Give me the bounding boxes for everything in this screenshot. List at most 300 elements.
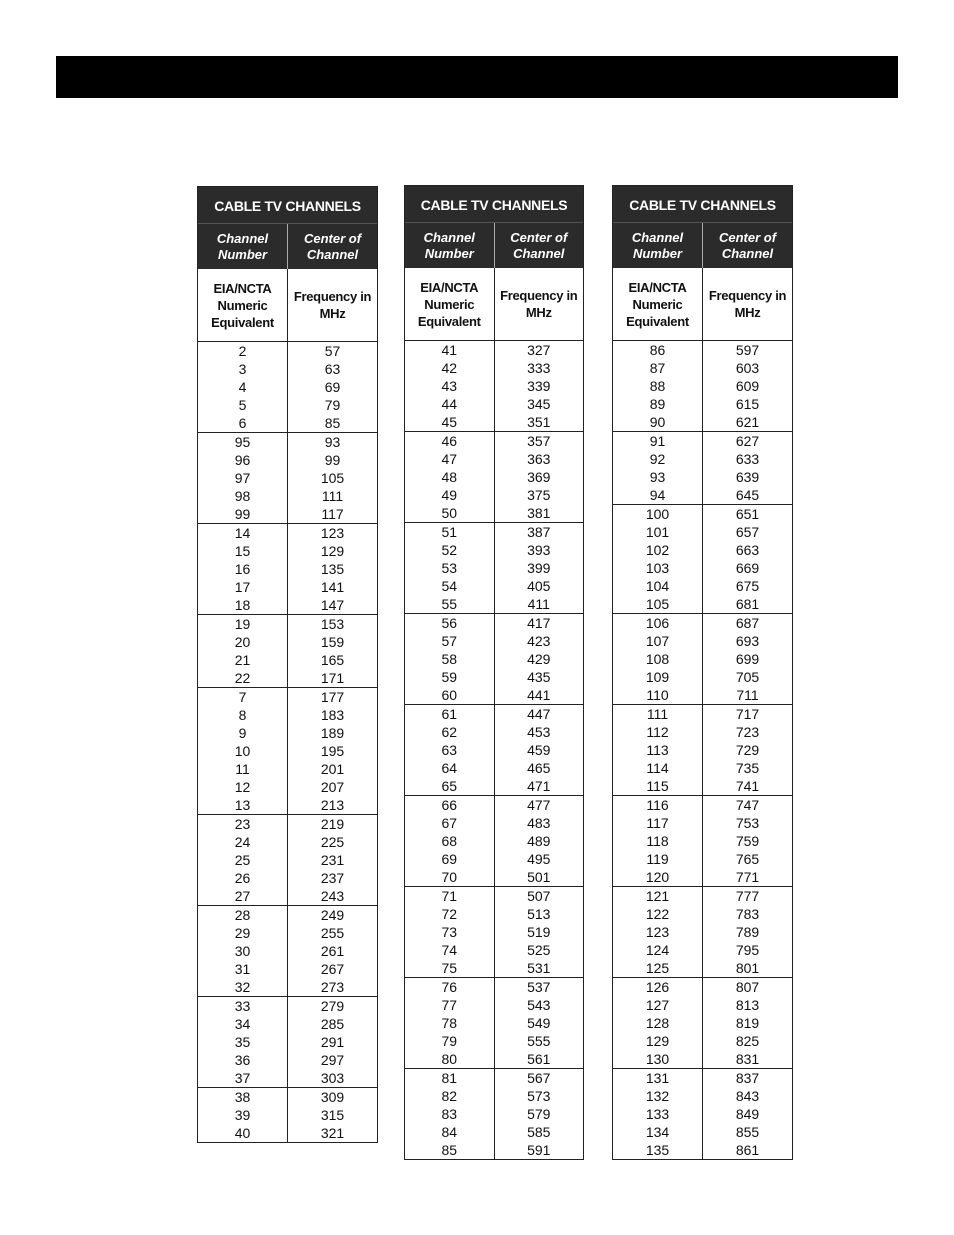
channel-number-cell: 126 xyxy=(613,978,703,996)
frequency-cell: 417 xyxy=(527,615,551,631)
table-row xyxy=(198,1106,377,1124)
table-row xyxy=(613,705,792,723)
frequency-cell: 567 xyxy=(527,1070,551,1086)
channel-number-cell: 18 xyxy=(198,596,288,614)
table-row xyxy=(405,523,583,541)
channel-number-cell: 96 xyxy=(198,451,288,469)
table-row xyxy=(613,1141,792,1159)
channel-number-cell: 9 xyxy=(198,724,288,742)
channel-number-cell: 114 xyxy=(613,759,703,777)
channel-number-cell: 53 xyxy=(405,559,495,577)
table-row xyxy=(613,959,792,977)
channel-group xyxy=(613,505,792,614)
table-row xyxy=(198,688,377,706)
table-row xyxy=(405,650,583,668)
channel-group xyxy=(198,815,377,906)
frequency-cell: 711 xyxy=(736,687,759,703)
channel-group xyxy=(198,688,377,815)
numeric-equivalent-label: EIA/NCTA Numeric Equivalent xyxy=(198,269,288,341)
table-row xyxy=(405,1123,583,1141)
channel-number-cell: 44 xyxy=(405,395,495,413)
table-row xyxy=(613,523,792,541)
frequency-cell: 369 xyxy=(527,469,551,485)
table-row xyxy=(198,924,377,942)
frequency-cell: 141 xyxy=(320,579,345,595)
frequency-cell: 771 xyxy=(735,869,760,885)
frequency-cell: 177 xyxy=(320,689,345,705)
table-row xyxy=(405,941,583,959)
channel-number-cell: 68 xyxy=(405,832,495,850)
channel-number-cell: 127 xyxy=(613,996,703,1014)
frequency-cell: 189 xyxy=(320,725,345,741)
channel-group xyxy=(405,796,583,887)
table-row xyxy=(405,1105,583,1123)
frequency-cell: 585 xyxy=(527,1124,551,1140)
channel-group xyxy=(613,614,792,705)
channel-number-cell: 132 xyxy=(613,1087,703,1105)
table-row xyxy=(405,723,583,741)
frequency-cell: 753 xyxy=(735,815,760,831)
channel-group xyxy=(198,524,377,615)
channel-number-header: Channel Number xyxy=(198,224,288,269)
channel-number-cell: 81 xyxy=(405,1069,495,1087)
table-row xyxy=(405,395,583,413)
channel-group xyxy=(613,1069,792,1159)
table-row xyxy=(198,396,377,414)
frequency-cell: 237 xyxy=(320,870,345,886)
cable-channel-table-3 xyxy=(612,185,793,1160)
frequency-cell: 333 xyxy=(527,360,551,376)
table-row xyxy=(405,614,583,632)
channel-number-cell: 49 xyxy=(405,486,495,504)
channel-number-cell: 57 xyxy=(405,632,495,650)
table-row xyxy=(405,978,583,996)
channel-number-cell: 2 xyxy=(198,342,288,360)
table-row xyxy=(613,614,792,632)
channel-number-cell: 25 xyxy=(198,851,288,869)
frequency-cell: 213 xyxy=(320,797,345,813)
channel-number-cell: 129 xyxy=(613,1032,703,1050)
table-row xyxy=(613,595,792,613)
table-row xyxy=(405,705,583,723)
table-row xyxy=(613,923,792,941)
channel-number-cell: 3 xyxy=(198,360,288,378)
frequency-cell: 723 xyxy=(735,724,760,740)
frequency-cell: 681 xyxy=(735,596,760,612)
table-row xyxy=(198,360,377,378)
frequency-cell: 459 xyxy=(527,742,551,758)
channel-number-cell: 8 xyxy=(198,706,288,724)
table-row xyxy=(198,706,377,724)
channel-group xyxy=(405,614,583,705)
table-row xyxy=(613,341,792,359)
frequency-cell: 375 xyxy=(527,487,551,503)
channel-number-cell: 76 xyxy=(405,978,495,996)
channel-number-cell: 122 xyxy=(613,905,703,923)
channel-number-cell: 37 xyxy=(198,1069,288,1087)
channel-number-cell: 71 xyxy=(405,887,495,905)
channel-number-cell: 101 xyxy=(613,523,703,541)
table-row xyxy=(405,1032,583,1050)
channel-number-cell: 41 xyxy=(405,341,495,359)
channel-group xyxy=(405,341,583,432)
channel-number-cell: 72 xyxy=(405,905,495,923)
table-row xyxy=(405,668,583,686)
channel-group xyxy=(198,342,377,433)
header-bar xyxy=(56,56,898,98)
table-title: CABLE TV CHANNELS xyxy=(405,186,583,223)
channel-number-cell: 32 xyxy=(198,978,288,996)
frequency-cell: 471 xyxy=(527,778,551,794)
table-row xyxy=(198,978,377,996)
channel-group xyxy=(405,887,583,978)
frequency-cell: 255 xyxy=(320,925,345,941)
table-row xyxy=(405,832,583,850)
channel-number-cell: 113 xyxy=(613,741,703,759)
channel-number-cell: 21 xyxy=(198,651,288,669)
channel-number-cell: 45 xyxy=(405,413,495,431)
channel-number-cell: 77 xyxy=(405,996,495,1014)
channel-number-cell: 102 xyxy=(613,541,703,559)
table-row xyxy=(198,851,377,869)
frequency-cell: 441 xyxy=(527,687,551,703)
channel-number-cell: 4 xyxy=(198,378,288,396)
frequency-label: Frequency in MHz xyxy=(708,288,787,320)
table-row xyxy=(198,887,377,905)
frequency-cell: 429 xyxy=(527,651,551,667)
channel-number-cell: 27 xyxy=(198,887,288,905)
frequency-cell: 483 xyxy=(527,815,551,831)
frequency-cell: 657 xyxy=(735,524,760,540)
frequency-cell: 279 xyxy=(320,998,345,1014)
channel-number-cell: 104 xyxy=(613,577,703,595)
channel-number-cell: 115 xyxy=(613,777,703,795)
channel-number-cell: 103 xyxy=(613,559,703,577)
channel-number-cell: 5 xyxy=(198,396,288,414)
channel-number-cell: 48 xyxy=(405,468,495,486)
frequency-cell: 399 xyxy=(527,560,551,576)
channel-number-cell: 54 xyxy=(405,577,495,595)
table-row xyxy=(405,541,583,559)
channel-number-cell: 46 xyxy=(405,432,495,450)
channel-group xyxy=(405,1069,583,1159)
frequency-cell: 489 xyxy=(527,833,551,849)
frequency-cell: 225 xyxy=(320,834,345,850)
channel-number-cell: 12 xyxy=(198,778,288,796)
table-row xyxy=(198,960,377,978)
table-row xyxy=(613,413,792,431)
frequency-cell: 453 xyxy=(527,724,551,740)
table-row xyxy=(613,1032,792,1050)
channel-number-cell: 100 xyxy=(613,505,703,523)
channel-number-cell: 106 xyxy=(613,614,703,632)
frequency-cell: 267 xyxy=(320,961,345,977)
frequency-cell: 807 xyxy=(735,979,760,995)
table-row xyxy=(405,850,583,868)
frequency-cell: 513 xyxy=(527,906,551,922)
frequency-cell: 843 xyxy=(735,1088,760,1104)
channel-group xyxy=(613,705,792,796)
table-row xyxy=(613,887,792,905)
table-row xyxy=(405,486,583,504)
table-row xyxy=(198,742,377,760)
frequency-label: Frequency in MHz xyxy=(500,288,578,320)
table-row xyxy=(613,1087,792,1105)
table-body xyxy=(405,341,583,1159)
table-row xyxy=(405,905,583,923)
frequency-cell: 297 xyxy=(320,1052,345,1068)
frequency-cell: 231 xyxy=(320,852,345,868)
channel-number-cell: 75 xyxy=(405,959,495,977)
channel-number-cell: 64 xyxy=(405,759,495,777)
table-row xyxy=(405,686,583,704)
frequency-cell: 159 xyxy=(320,634,345,650)
channel-group xyxy=(613,432,792,505)
frequency-cell: 261 xyxy=(320,943,345,959)
frequency-cell: 573 xyxy=(527,1088,551,1104)
channel-number-cell: 124 xyxy=(613,941,703,959)
frequency-cell: 153 xyxy=(320,616,345,632)
frequency-cell: 57 xyxy=(324,343,341,359)
channel-number-cell: 19 xyxy=(198,615,288,633)
frequency-cell: 219 xyxy=(320,816,345,832)
frequency-cell: 555 xyxy=(527,1033,551,1049)
table-row xyxy=(198,560,377,578)
channel-number-cell: 110 xyxy=(613,686,703,704)
table-row xyxy=(613,541,792,559)
frequency-cell: 651 xyxy=(735,506,760,522)
channel-number-cell: 123 xyxy=(613,923,703,941)
channel-number-cell: 58 xyxy=(405,650,495,668)
table-row xyxy=(198,1033,377,1051)
table-row xyxy=(613,632,792,650)
channel-number-cell: 34 xyxy=(198,1015,288,1033)
channel-number-cell: 15 xyxy=(198,542,288,560)
table-row xyxy=(198,505,377,523)
frequency-cell: 537 xyxy=(527,979,551,995)
table-row xyxy=(405,996,583,1014)
cable-channel-table-2 xyxy=(404,185,584,1160)
table-row xyxy=(613,395,792,413)
frequency-cell: 663 xyxy=(735,542,760,558)
table-row xyxy=(198,815,377,833)
frequency-cell: 747 xyxy=(735,797,760,813)
table-row xyxy=(613,377,792,395)
channel-number-cell: 26 xyxy=(198,869,288,887)
channel-number-cell: 87 xyxy=(613,359,703,377)
frequency-cell: 147 xyxy=(320,597,345,613)
frequency-cell: 819 xyxy=(735,1015,760,1031)
frequency-cell: 309 xyxy=(320,1089,345,1105)
channel-group xyxy=(613,341,792,432)
channel-number-cell: 14 xyxy=(198,524,288,542)
table-row xyxy=(198,1124,377,1142)
channel-number-cell: 16 xyxy=(198,560,288,578)
table-row xyxy=(198,906,377,924)
frequency-cell: 579 xyxy=(527,1106,551,1122)
table-title: CABLE TV CHANNELS xyxy=(198,187,377,224)
table-row xyxy=(613,486,792,504)
channel-number-cell: 31 xyxy=(198,960,288,978)
frequency-cell: 519 xyxy=(527,924,551,940)
frequency-cell: 597 xyxy=(735,342,760,358)
frequency-cell: 549 xyxy=(527,1015,551,1031)
frequency-cell: 729 xyxy=(735,742,760,758)
table-row xyxy=(613,741,792,759)
channel-number-cell: 90 xyxy=(613,413,703,431)
channel-number-cell: 112 xyxy=(613,723,703,741)
channel-number-cell: 73 xyxy=(405,923,495,941)
table-row xyxy=(198,524,377,542)
channel-group xyxy=(198,997,377,1088)
table-row xyxy=(405,377,583,395)
table-row xyxy=(613,868,792,886)
channel-number-cell: 24 xyxy=(198,833,288,851)
frequency-cell: 825 xyxy=(735,1033,760,1049)
table-row xyxy=(198,615,377,633)
channel-number-cell: 98 xyxy=(198,487,288,505)
channel-number-cell: 23 xyxy=(198,815,288,833)
table-row xyxy=(198,778,377,796)
frequency-cell: 591 xyxy=(527,1142,551,1158)
channel-number-cell: 66 xyxy=(405,796,495,814)
channel-number-cell: 28 xyxy=(198,906,288,924)
frequency-cell: 387 xyxy=(527,524,551,540)
channel-group xyxy=(613,887,792,978)
table-row xyxy=(198,942,377,960)
frequency-cell: 69 xyxy=(324,379,341,395)
table-row xyxy=(613,723,792,741)
center-of-channel-header: Center of Channel xyxy=(510,229,568,261)
table-row xyxy=(613,505,792,523)
table-row xyxy=(198,869,377,887)
frequency-cell: 669 xyxy=(735,560,760,576)
channel-number-cell: 61 xyxy=(405,705,495,723)
table-row xyxy=(405,359,583,377)
frequency-cell: 123 xyxy=(320,525,345,541)
frequency-cell: 531 xyxy=(527,960,551,976)
table-row xyxy=(198,997,377,1015)
table-body xyxy=(613,341,792,1159)
frequency-cell: 117 xyxy=(321,506,344,522)
table-row xyxy=(198,542,377,560)
channel-number-cell: 33 xyxy=(198,997,288,1015)
channel-number-cell: 47 xyxy=(405,450,495,468)
channel-number-cell: 56 xyxy=(405,614,495,632)
frequency-cell: 171 xyxy=(320,670,345,686)
table-row xyxy=(405,923,583,941)
table-row xyxy=(198,1069,377,1087)
table-row xyxy=(613,996,792,1014)
channel-number-cell: 7 xyxy=(198,688,288,706)
frequency-cell: 135 xyxy=(320,561,345,577)
table-row xyxy=(405,468,583,486)
frequency-cell: 735 xyxy=(735,760,760,776)
frequency-cell: 85 xyxy=(324,415,341,431)
table-row xyxy=(405,504,583,522)
channel-group xyxy=(198,1088,377,1142)
channel-number-cell: 11 xyxy=(198,760,288,778)
channel-number-header: Channel Number xyxy=(405,223,495,268)
channel-number-cell: 125 xyxy=(613,959,703,977)
table-row xyxy=(198,1088,377,1106)
channel-number-cell: 60 xyxy=(405,686,495,704)
table-row xyxy=(405,741,583,759)
frequency-cell: 795 xyxy=(735,942,760,958)
frequency-cell: 639 xyxy=(735,469,760,485)
center-of-channel-header: Center of Channel xyxy=(303,230,362,262)
table-row xyxy=(405,559,583,577)
table-title: CABLE TV CHANNELS xyxy=(613,186,792,223)
frequency-cell: 63 xyxy=(324,361,341,377)
channel-number-cell: 117 xyxy=(613,814,703,832)
table-row xyxy=(613,850,792,868)
frequency-cell: 543 xyxy=(527,997,551,1013)
table-row xyxy=(198,342,377,360)
table-row xyxy=(405,777,583,795)
frequency-cell: 603 xyxy=(735,360,760,376)
channel-group xyxy=(198,615,377,688)
channel-number-cell: 108 xyxy=(613,650,703,668)
channel-number-cell: 38 xyxy=(198,1088,288,1106)
frequency-cell: 291 xyxy=(320,1034,345,1050)
channel-group xyxy=(198,433,377,524)
frequency-cell: 621 xyxy=(735,414,760,430)
channel-number-cell: 93 xyxy=(613,468,703,486)
frequency-cell: 609 xyxy=(735,378,760,394)
frequency-cell: 345 xyxy=(527,396,551,412)
frequency-cell: 405 xyxy=(527,578,551,594)
numeric-equivalent-label: EIA/NCTA Numeric Equivalent xyxy=(613,268,703,340)
table-row xyxy=(198,669,377,687)
table-row xyxy=(198,1015,377,1033)
frequency-cell: 327 xyxy=(527,342,551,358)
channel-number-cell: 109 xyxy=(613,668,703,686)
table-row xyxy=(198,414,377,432)
table-row xyxy=(405,1141,583,1159)
table-row xyxy=(405,887,583,905)
channel-number-cell: 92 xyxy=(613,450,703,468)
table-row xyxy=(613,432,792,450)
table-row xyxy=(198,760,377,778)
frequency-cell: 741 xyxy=(735,778,760,794)
table-body xyxy=(198,342,377,1142)
table-row xyxy=(405,959,583,977)
channel-number-cell: 22 xyxy=(198,669,288,687)
channel-number-cell: 10 xyxy=(198,742,288,760)
channel-number-cell: 13 xyxy=(198,796,288,814)
frequency-cell: 675 xyxy=(735,578,760,594)
table-row xyxy=(198,833,377,851)
channel-number-cell: 83 xyxy=(405,1105,495,1123)
channel-number-cell: 67 xyxy=(405,814,495,832)
table-row xyxy=(405,432,583,450)
channel-group xyxy=(405,705,583,796)
channel-number-cell: 84 xyxy=(405,1123,495,1141)
table-row xyxy=(613,832,792,850)
channel-number-cell: 134 xyxy=(613,1123,703,1141)
frequency-cell: 717 xyxy=(735,706,760,722)
channel-number-cell: 69 xyxy=(405,850,495,868)
frequency-cell: 243 xyxy=(320,888,345,904)
cable-channel-table-1 xyxy=(197,186,378,1143)
frequency-cell: 693 xyxy=(735,633,760,649)
frequency-cell: 165 xyxy=(320,652,345,668)
channel-number-cell: 80 xyxy=(405,1050,495,1068)
frequency-cell: 765 xyxy=(735,851,760,867)
channel-number-cell: 79 xyxy=(405,1032,495,1050)
table-row xyxy=(405,595,583,613)
